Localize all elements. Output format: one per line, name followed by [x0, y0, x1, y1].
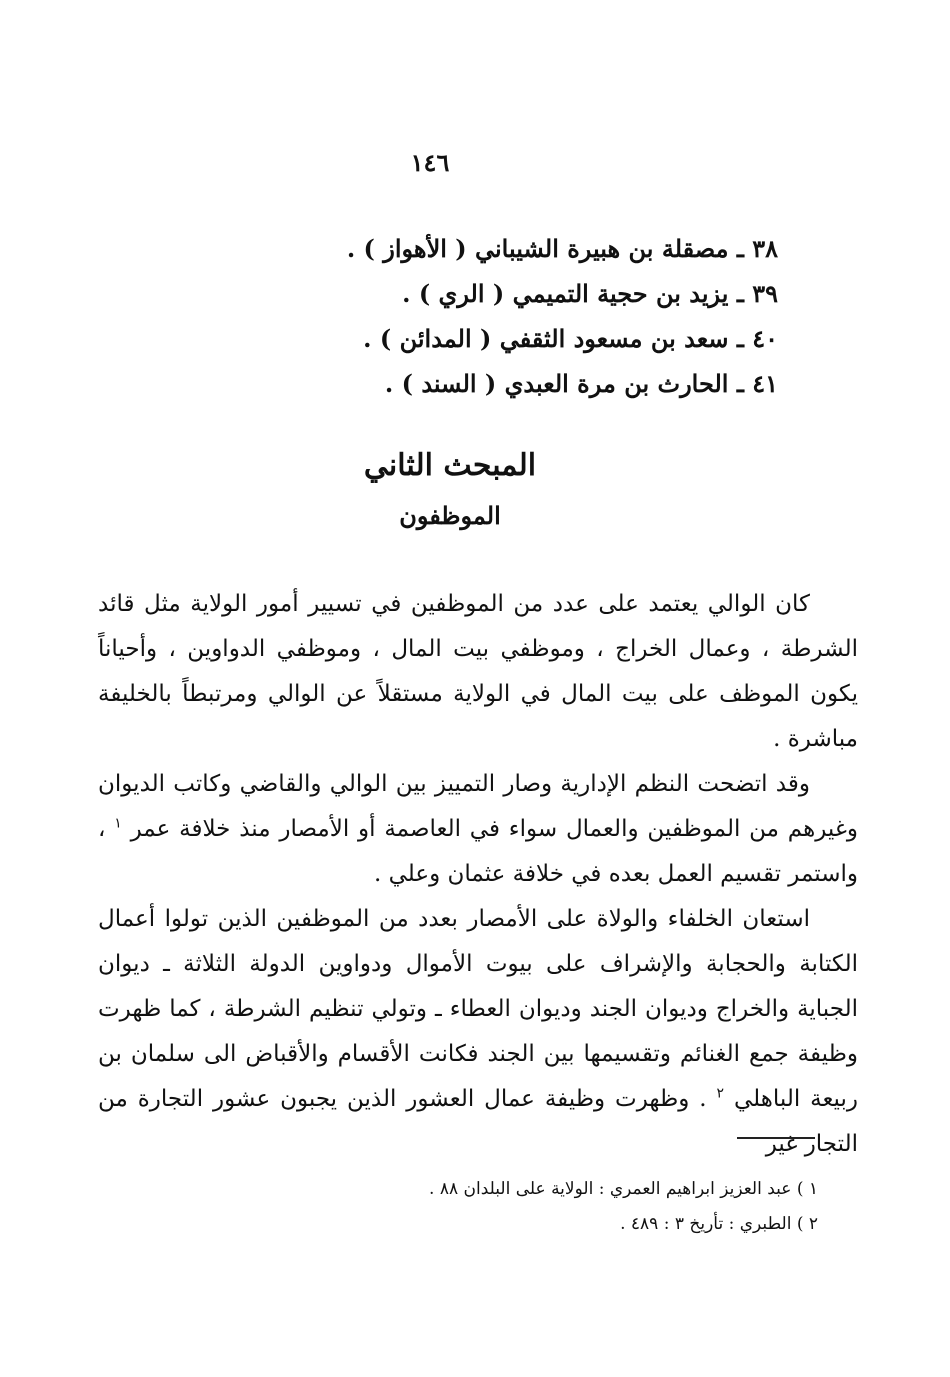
- paragraph-text: وقد اتضحت النظم الإدارية وصار التمييز بين الوالي والقاضي وكاتب الديوان وغيرهم من الموظفين والعمال سواء في العاصمة أو الأمصار منذ خلافة عمر: [98, 771, 858, 842]
- footnote-reference: ١: [114, 815, 122, 832]
- footnotes: [318, 1172, 818, 1242]
- section-heading: المبحث الثاني: [363, 448, 537, 483]
- footnote-divider: [737, 1137, 815, 1139]
- list-item: ٣٨ ـ مصقلة بن هبيرة الشيباني ( الأهواز ) .: [346, 234, 778, 263]
- paragraph-text: . وظهرت وظيفة عمال العشور الذين يجبون عشور التجارة من التجار غير: [98, 1086, 858, 1157]
- footnote: ١ ) عبد العزيز ابراهيم العمري : الولاية على البلدان ٨٨ .: [429, 1179, 818, 1199]
- governors-list: [258, 226, 778, 406]
- paragraph-text: استعان الخلفاء والولاة على الأمصار بعدد من الموظفين الذين تولوا أعمال الكتابة والحجابة والإشراف على بيوت الأموال ودواوين الدولة الثلاثة ـ ديوان الجباية والخراج وديوان الجند وديوان العطاء ـ وتولي تنظيم الشرطة ، كما ظهرت وظيفة جمع الغنائم وتقسيمها بين الجند فكانت الأقسام والأقباض الى سلمان بن ربيعة الباهلي: [98, 906, 858, 1112]
- paragraph-text: ، واستمر تقسيم العمل بعده في خلافة عثمان وعلي .: [98, 816, 858, 887]
- page-number: ١٤٦: [410, 148, 450, 177]
- footnote-reference: ٢: [716, 1085, 725, 1102]
- list-item: ٣٩ ـ يزيد بن حجية التميمي ( الري ) .: [402, 279, 778, 308]
- paragraph: [98, 762, 858, 897]
- list-item: ٤١ ـ الحارث بن مرة العبدي ( السند ) .: [384, 369, 778, 398]
- body-text: [98, 582, 858, 1167]
- footnote: ٢ ) الطبري : تأريخ ٣ : ٤٨٩ .: [620, 1214, 818, 1234]
- section-subheading: الموظفون: [399, 501, 501, 530]
- paragraph: [98, 897, 858, 1167]
- paragraph: كان الوالي يعتمد على عدد من الموظفين في تسيير أمور الولاية مثل قائد الشرطة ، وعمال الخراج ، وموظفي بيت المال ، وموظفي الدواوين ، وأحياناً يكون الموظف على بيت المال في الولاية مستقلاً عن الوالي ومرتبطاً بالخليفة مباشرة .: [98, 591, 858, 752]
- list-item: ٤٠ ـ سعد بن مسعود الثقفي ( المدائن ) .: [363, 324, 778, 353]
